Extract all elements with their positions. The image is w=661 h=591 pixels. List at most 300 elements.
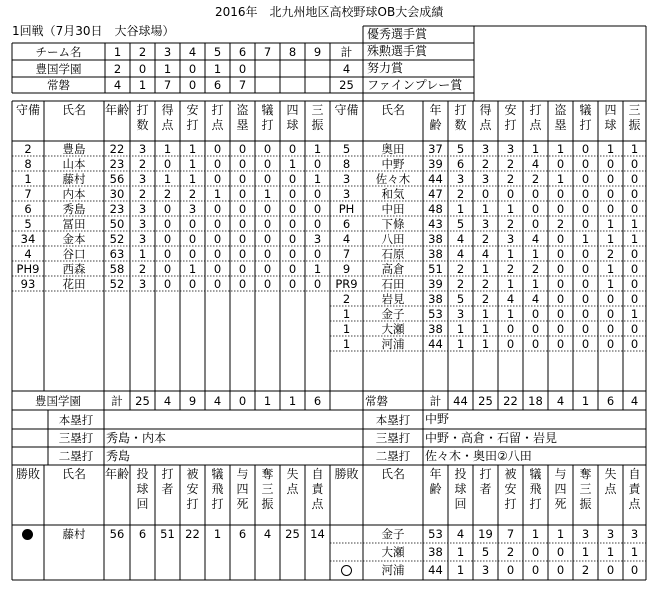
away-batting-cell: 4: [531, 156, 540, 171]
home-batting-cell: 0: [213, 261, 222, 276]
inning-score: 4: [113, 78, 122, 92]
away-pitching-cell: 38: [428, 545, 443, 559]
page-title: 2016年 北九州地区高校野球OB大会成績: [215, 5, 444, 19]
away-batting-cell: 0: [506, 336, 515, 351]
away-batting-cell: 3: [481, 141, 490, 156]
away-batting-cell: 中田: [381, 201, 405, 216]
away-batting-cell: 0: [531, 201, 540, 216]
away-batting-cell: 2: [456, 186, 465, 201]
away-batting-cell: 2: [606, 246, 615, 261]
home-batting-cell: 花田: [62, 276, 86, 291]
pitching-header-left: 勝敗: [15, 467, 40, 481]
away-batting-cell: 1: [630, 141, 639, 156]
pitching-header-left: 年齢: [105, 467, 130, 481]
batting-header-left: 氏名: [61, 103, 86, 117]
away-batting-cell: 0: [581, 291, 590, 306]
away-batting-cell: 0: [630, 186, 639, 201]
home-total-value: 6: [313, 393, 322, 408]
away-batting-cell: 1: [481, 306, 490, 321]
home-hit-label: 三塁打: [58, 431, 94, 445]
away-pitching-cell: 3: [630, 527, 639, 541]
away-batting-cell: 0: [481, 186, 490, 201]
inning-score: 0: [238, 61, 247, 76]
home-batting-cell: 1: [263, 186, 272, 201]
home-batting-cell: 1: [138, 246, 147, 261]
away-total-value: 4: [630, 393, 639, 408]
home-pitching-cell: 14: [310, 527, 325, 541]
away-batting-cell: 1: [531, 246, 540, 261]
home-hit-label: 二塁打: [58, 449, 94, 463]
away-batting-cell: 5: [456, 291, 465, 306]
away-pitching-cell: 1: [531, 527, 540, 541]
away-total-value: 1: [581, 393, 590, 408]
away-hit-players: 中野・高倉・石留・岩見: [425, 431, 558, 445]
away-batting-cell: 3: [506, 141, 515, 156]
home-total-value: 0: [238, 393, 247, 408]
home-batting-cell: 1: [313, 261, 322, 276]
away-total-value: 18: [528, 393, 543, 408]
batting-header-left: 盗塁: [236, 103, 249, 132]
away-batting-cell: 0: [630, 201, 639, 216]
home-batting-cell: 西森: [62, 261, 86, 276]
away-batting-cell: 1: [606, 141, 615, 156]
away-batting-cell: 0: [556, 261, 565, 276]
home-batting-cell: 0: [213, 171, 222, 186]
away-batting-cell: 4: [481, 246, 490, 261]
inning-header: 6: [238, 44, 247, 59]
away-batting-cell: 1: [481, 321, 490, 336]
away-batting-cell: 0: [581, 201, 590, 216]
away-batting-cell: 0: [606, 321, 615, 336]
home-pitching-cell: 56: [109, 527, 125, 541]
away-batting-cell: 37: [428, 141, 443, 156]
away-batting-cell: 河浦: [381, 336, 405, 351]
inning-score: 7: [238, 78, 247, 92]
away-batting-cell: 5: [342, 141, 351, 156]
pitching-header-left: 自責点: [311, 467, 324, 511]
home-batting-cell: 50: [109, 216, 125, 231]
away-batting-cell: 0: [630, 336, 639, 351]
away-batting-cell: 0: [556, 291, 565, 306]
away-batting-cell: 4: [342, 231, 351, 246]
away-pitching-cell: 0: [556, 563, 565, 577]
away-batting-cell: 6: [342, 216, 351, 231]
batting-header-right: 犠打: [579, 103, 592, 132]
away-batting-cell: 1: [342, 336, 351, 351]
away-batting-cell: 3: [456, 306, 465, 321]
away-batting-cell: 1: [342, 306, 351, 321]
home-batting-cell: 0: [213, 141, 222, 156]
inning-score: 2: [113, 61, 122, 76]
away-batting-cell: 0: [556, 231, 565, 246]
away-pitching-cell: 1: [456, 545, 465, 559]
home-batting-cell: 1: [313, 171, 322, 186]
batting-header-right: 盗塁: [554, 103, 567, 132]
away-batting-cell: 0: [581, 321, 590, 336]
away-batting-cell: 0: [630, 261, 639, 276]
away-batting-cell: 2: [556, 216, 565, 231]
away-batting-cell: 3: [506, 231, 515, 246]
home-batting-cell: 0: [238, 201, 247, 216]
away-batting-cell: 3: [481, 216, 490, 231]
away-batting-cell: 2: [481, 276, 490, 291]
away-pitching-cell: 0: [630, 563, 639, 577]
pitching-header-left: 被安打: [186, 467, 199, 511]
away-pitching-cell: 3: [581, 527, 590, 541]
batting-header-left: 得点: [161, 103, 174, 132]
away-batting-cell: 0: [556, 306, 565, 321]
away-batting-cell: 1: [630, 306, 639, 321]
home-batting-cell: 0: [213, 231, 222, 246]
away-total-value: 4: [556, 393, 565, 408]
home-total-team: 豊国学園: [35, 393, 81, 408]
award-label: 努力賞: [367, 61, 404, 75]
home-batting-cell: 3: [138, 231, 147, 246]
inning-score: 0: [138, 61, 147, 76]
home-batting-cell: 1: [188, 156, 197, 171]
home-batting-cell: 金本: [62, 231, 86, 246]
pitching-header-right: 自責点: [628, 467, 641, 511]
home-batting-cell: 3: [138, 201, 147, 216]
home-batting-cell: 0: [213, 246, 222, 261]
away-batting-cell: 0: [606, 291, 615, 306]
home-total-value: 25: [135, 393, 150, 408]
away-batting-cell: 7: [342, 246, 351, 261]
inning-header: 7: [263, 44, 272, 59]
away-batting-cell: 39: [428, 276, 443, 291]
away-batting-cell: 1: [606, 216, 615, 231]
pitching-header-left: 失点: [286, 467, 299, 496]
away-batting-cell: 2: [531, 171, 540, 186]
away-batting-cell: 0: [581, 141, 590, 156]
home-batting-cell: 2: [138, 156, 147, 171]
pitching-header-right: 年齢: [429, 467, 442, 496]
home-batting-cell: 0: [238, 261, 247, 276]
linescore-team-header: チーム名: [35, 44, 82, 59]
batting-header-left: 打数: [136, 103, 149, 132]
pitching-header-left: 奪三振: [261, 467, 274, 511]
away-batting-cell: 0: [506, 321, 515, 336]
home-batting-cell: 3: [313, 231, 322, 246]
home-hit-players: 秀島: [106, 449, 131, 463]
pitching-header-right: 打者: [479, 467, 492, 496]
away-batting-cell: 1: [581, 231, 590, 246]
batting-header-right: 年齢: [429, 103, 442, 132]
home-batting-cell: 1: [188, 261, 197, 276]
home-batting-cell: 0: [313, 216, 322, 231]
batting-header-left: 四球: [286, 103, 299, 132]
away-batting-cell: 0: [630, 291, 639, 306]
home-batting-cell: 2: [138, 186, 147, 201]
away-batting-cell: 0: [581, 186, 590, 201]
away-pitching-cell: 1: [556, 527, 565, 541]
home-batting-cell: 0: [288, 276, 297, 291]
home-batting-cell: 0: [263, 246, 272, 261]
away-hit-label: 三塁打: [375, 431, 411, 445]
pitching-header-left: 犠飛打: [211, 467, 224, 511]
home-batting-cell: 7: [24, 186, 32, 201]
home-batting-cell: 3: [188, 201, 197, 216]
away-batting-cell: PR9: [335, 276, 358, 291]
home-batting-cell: 冨田: [62, 216, 86, 231]
away-batting-cell: 44: [428, 336, 443, 351]
home-batting-cell: 4: [24, 246, 32, 261]
away-total-team: 常磐: [365, 393, 388, 408]
home-pitching-cell: 1: [213, 527, 222, 541]
away-batting-cell: 2: [531, 261, 540, 276]
away-batting-cell: 0: [581, 171, 590, 186]
away-pitching-cell: 1: [606, 545, 615, 559]
away-pitching-cell: 3: [481, 563, 490, 577]
batting-header-left: 三振: [311, 103, 324, 132]
away-batting-cell: 2: [481, 231, 490, 246]
inning-score: 0: [188, 78, 197, 92]
home-batting-cell: 1: [188, 141, 197, 156]
home-batting-cell: 0: [213, 216, 222, 231]
away-batting-cell: 4: [531, 291, 540, 306]
home-hit-label: 本塁打: [58, 412, 94, 427]
away-pitching-cell: 53: [428, 527, 443, 541]
batting-header-right: 打点: [529, 103, 542, 132]
away-pitching-cell: 4: [456, 527, 465, 541]
inning-header: 5: [213, 44, 222, 59]
away-batting-cell: 0: [531, 306, 540, 321]
home-total-value: 1: [263, 393, 272, 408]
batting-header-right: 安打: [504, 103, 517, 132]
home-batting-cell: 0: [263, 171, 272, 186]
home-batting-cell: 56: [109, 171, 125, 186]
away-batting-cell: 1: [506, 306, 515, 321]
away-batting-cell: 0: [606, 156, 615, 171]
home-batting-cell: 0: [188, 216, 197, 231]
batting-header-right: 氏名: [380, 103, 405, 117]
away-batting-cell: 八田: [381, 231, 405, 246]
away-batting-cell: 4: [456, 231, 465, 246]
home-batting-cell: 0: [188, 276, 197, 291]
away-batting-cell: 1: [531, 141, 540, 156]
away-hit-players: 佐々木・奥田②八田: [425, 449, 532, 463]
home-batting-cell: 0: [313, 201, 322, 216]
home-batting-cell: 3: [138, 216, 147, 231]
batting-header-left: 安打: [186, 103, 199, 132]
inning-score: 1: [163, 61, 172, 76]
away-hit-label: 本塁打: [375, 412, 411, 427]
home-batting-cell: 0: [288, 216, 297, 231]
away-pitching-cell: 1: [456, 563, 465, 577]
home-batting-cell: 0: [263, 276, 272, 291]
home-batting-cell: 0: [263, 141, 272, 156]
home-pitcher-name: 藤村: [62, 527, 86, 541]
home-batting-cell: 0: [313, 276, 322, 291]
away-batting-cell: 1: [630, 216, 639, 231]
batting-header-right: 三振: [628, 103, 641, 132]
away-batting-cell: 2: [506, 261, 515, 276]
home-batting-cell: 谷口: [62, 246, 86, 261]
home-total-value: 4: [213, 393, 222, 408]
home-batting-cell: 0: [288, 141, 297, 156]
home-batting-cell: 0: [288, 261, 297, 276]
away-batting-cell: 0: [630, 246, 639, 261]
away-batting-cell: 0: [606, 171, 615, 186]
home-batting-cell: 0: [238, 141, 247, 156]
away-batting-cell: 48: [428, 201, 443, 216]
away-batting-cell: PH: [338, 201, 355, 216]
away-batting-cell: 0: [581, 306, 590, 321]
away-batting-cell: 1: [556, 171, 565, 186]
away-batting-cell: 1: [456, 336, 465, 351]
inning-score: 7: [163, 78, 172, 92]
home-batting-cell: 0: [238, 276, 247, 291]
away-total-value: 25: [478, 393, 493, 408]
away-batting-cell: 岩見: [381, 291, 405, 306]
home-batting-cell: 0: [288, 201, 297, 216]
away-pitching-cell: 2: [506, 545, 515, 559]
batting-header-left: 守備: [15, 103, 40, 117]
away-batting-cell: 0: [556, 336, 565, 351]
batting-header-left: 年齢: [105, 103, 130, 117]
home-batting-cell: 0: [238, 246, 247, 261]
away-batting-cell: 0: [606, 186, 615, 201]
away-batting-cell: 高倉: [381, 261, 405, 276]
away-batting-cell: 2: [456, 276, 465, 291]
away-pitching-cell: 44: [428, 563, 443, 577]
away-batting-cell: 38: [428, 231, 443, 246]
away-batting-cell: 4: [506, 291, 515, 306]
home-batting-cell: 8: [24, 156, 32, 171]
away-batting-cell: 0: [630, 321, 639, 336]
award-label: 優秀選手賞: [367, 27, 428, 41]
home-batting-cell: 0: [238, 156, 247, 171]
away-total-value: 44: [453, 393, 468, 408]
away-batting-cell: 0: [630, 171, 639, 186]
home-batting-cell: 0: [313, 186, 322, 201]
away-batting-cell: 9: [342, 261, 351, 276]
home-pitching-cell: 25: [285, 527, 300, 541]
away-batting-cell: 3: [481, 171, 490, 186]
home-total-value: 1: [288, 393, 297, 408]
away-batting-cell: 4: [531, 231, 540, 246]
home-batting-cell: 0: [263, 261, 272, 276]
away-hit-label: 二塁打: [375, 449, 411, 463]
away-batting-cell: 1: [606, 276, 615, 291]
away-batting-cell: 1: [456, 321, 465, 336]
pitching-header-right: 被安打: [504, 467, 517, 511]
home-batting-cell: 1: [163, 171, 172, 186]
home-batting-cell: 3: [138, 171, 147, 186]
pitching-header-left: 氏名: [61, 467, 86, 481]
away-batting-cell: 石原: [381, 246, 405, 261]
away-batting-cell: 0: [506, 186, 515, 201]
pitching-header-right: 与四死: [554, 467, 567, 511]
away-pitching-cell: 5: [481, 545, 490, 559]
inning-header: 8: [288, 44, 297, 59]
away-batting-cell: 1: [556, 141, 565, 156]
away-batting-cell: 0: [606, 201, 615, 216]
home-batting-cell: 0: [163, 246, 172, 261]
away-batting-cell: 51: [428, 261, 443, 276]
loss-mark-icon: [341, 565, 352, 576]
away-pitching-cell: 3: [606, 527, 615, 541]
away-batting-cell: 47: [428, 186, 443, 201]
inning-header: 2: [138, 44, 147, 59]
home-batting-cell: PH9: [16, 261, 40, 276]
away-batting-cell: 1: [506, 201, 515, 216]
win-mark-icon: [22, 529, 33, 540]
away-batting-cell: 8: [342, 156, 351, 171]
away-batting-cell: 3: [456, 171, 465, 186]
away-batting-cell: 2: [481, 291, 490, 306]
away-hit-players: 中野: [425, 412, 450, 426]
away-batting-cell: 0: [531, 336, 540, 351]
away-batting-cell: 佐々木: [375, 171, 411, 186]
away-batting-cell: 0: [556, 276, 565, 291]
away-batting-cell: 1: [481, 336, 490, 351]
away-pitching-cell: 0: [531, 563, 540, 577]
game-info: 1回戦（7月30日 大谷球場）: [12, 24, 175, 38]
pitching-header-left: 投球回: [136, 467, 149, 511]
linescore-team-total: 4: [342, 61, 351, 76]
home-batting-cell: 93: [20, 276, 36, 291]
home-batting-cell: 0: [163, 231, 172, 246]
home-total-value: 4: [163, 393, 172, 408]
inning-header: 1: [113, 44, 122, 59]
away-total-label: 計: [429, 393, 442, 408]
away-batting-cell: 奥田: [381, 141, 405, 156]
batting-header-right: 守備: [334, 103, 359, 117]
away-batting-cell: 0: [531, 216, 540, 231]
home-batting-cell: 0: [163, 261, 172, 276]
home-batting-cell: 豊島: [62, 141, 86, 156]
away-batting-cell: 6: [456, 156, 465, 171]
away-batting-cell: 1: [606, 231, 615, 246]
home-batting-cell: 0: [163, 216, 172, 231]
away-batting-cell: 0: [606, 336, 615, 351]
home-batting-cell: 0: [288, 186, 297, 201]
away-batting-cell: 5: [456, 141, 465, 156]
home-batting-cell: 0: [288, 246, 297, 261]
home-batting-cell: 2: [138, 261, 147, 276]
award-label: ファインプレー賞: [367, 78, 463, 92]
home-batting-cell: 2: [24, 141, 32, 156]
away-batting-cell: 1: [531, 276, 540, 291]
away-batting-cell: 0: [581, 246, 590, 261]
home-batting-cell: 34: [20, 231, 36, 246]
pitching-header-left: 与四死: [236, 467, 249, 511]
inning-score: 1: [213, 61, 222, 76]
pitching-header-right: 投球回: [454, 467, 467, 511]
away-batting-cell: 0: [556, 201, 565, 216]
home-batting-cell: 52: [109, 276, 125, 291]
home-batting-cell: 0: [313, 246, 322, 261]
away-batting-cell: 3: [342, 186, 351, 201]
away-batting-cell: 0: [556, 321, 565, 336]
inning-score: 0: [188, 61, 197, 76]
away-pitching-cell: 0: [506, 563, 515, 577]
linescore-team-name: 豊国学園: [35, 61, 82, 76]
home-batting-cell: 1: [188, 171, 197, 186]
away-pitching-cell: 1: [581, 545, 590, 559]
away-pitcher-name: 金子: [381, 527, 405, 541]
away-pitching-cell: 0: [556, 545, 565, 559]
home-batting-cell: 5: [24, 216, 32, 231]
away-batting-cell: 2: [506, 171, 515, 186]
home-batting-cell: 0: [238, 171, 247, 186]
away-batting-cell: 2: [506, 216, 515, 231]
pitching-header-right: 勝敗: [334, 467, 359, 481]
away-batting-cell: 43: [428, 216, 443, 231]
linescore-team-total: 25: [339, 78, 354, 92]
away-batting-cell: 0: [581, 216, 590, 231]
